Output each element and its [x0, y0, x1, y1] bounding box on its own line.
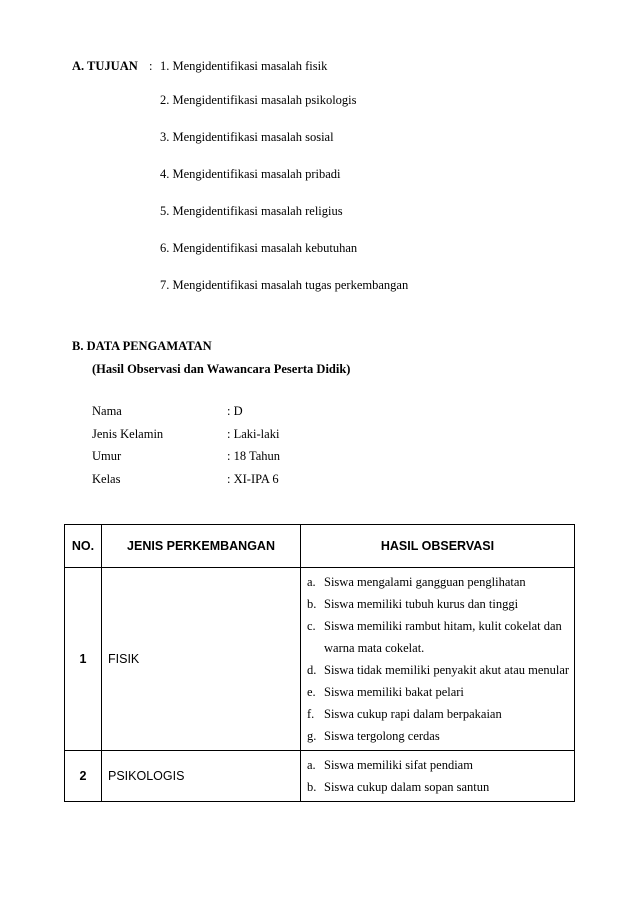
list-item — [307, 725, 574, 747]
section-a-heading: A. TUJUAN — [72, 59, 138, 73]
item-text: Siswa tergolong cerdas — [324, 729, 440, 743]
list-item — [307, 593, 574, 615]
item-marker: d. — [307, 663, 317, 677]
item-text: Siswa cukup dalam sopan santun — [324, 780, 490, 794]
item-marker: a. — [307, 575, 316, 589]
observation-list — [301, 751, 574, 801]
section-b-heading: B. DATA PENGAMATAN — [72, 339, 212, 353]
row-number: 2 — [65, 751, 102, 802]
item-text: Siswa mengalami gangguan penglihatan — [324, 575, 526, 589]
objective-item: 2. Mengidentifikasi masalah psikologis — [160, 93, 357, 107]
field-value-jenis-kelamin: : Laki-laki — [227, 427, 280, 441]
row-jenis: PSIKOLOGIS — [102, 751, 301, 802]
observation-list — [301, 568, 574, 750]
item-marker: e. — [307, 685, 316, 699]
list-item — [307, 754, 574, 776]
item-text: Siswa tidak memiliki penyakit akut atau menular — [324, 663, 570, 677]
objective-item: 3. Mengidentifikasi masalah sosial — [160, 130, 334, 144]
field-value-kelas: : XI-IPA 6 — [227, 472, 279, 486]
list-item — [307, 681, 574, 703]
table-row — [65, 568, 575, 751]
table-header-row — [65, 525, 575, 568]
item-marker: b. — [307, 780, 317, 794]
field-label-umur: Umur — [92, 449, 122, 463]
section-a-separator: : — [149, 59, 153, 73]
item-marker: f. — [307, 707, 315, 721]
observation-table — [64, 524, 575, 802]
row-number: 1 — [65, 568, 102, 751]
objective-item: 1. Mengidentifikasi masalah fisik — [160, 59, 328, 73]
item-marker: a. — [307, 758, 316, 772]
section-b-subheading: (Hasil Observasi dan Wawancara Peserta Didik) — [92, 362, 351, 376]
header-jenis-perkembangan: JENIS PERKEMBANGAN — [102, 525, 301, 568]
item-marker: g. — [307, 729, 317, 743]
field-label-nama: Nama — [92, 404, 122, 418]
item-text: Siswa memiliki sifat pendiam — [324, 758, 473, 772]
item-marker: b. — [307, 597, 317, 611]
list-item — [307, 615, 574, 659]
row-jenis: FISIK — [102, 568, 301, 751]
objective-item: 4. Mengidentifikasi masalah pribadi — [160, 167, 341, 181]
item-text: Siswa cukup rapi dalam berpakaian — [324, 707, 502, 721]
field-label-kelas: Kelas — [92, 472, 121, 486]
list-item — [307, 776, 574, 798]
row-hasil — [301, 751, 575, 802]
table-row — [65, 751, 575, 802]
item-text: Siswa memiliki bakat pelari — [324, 685, 464, 699]
objective-item: 6. Mengidentifikasi masalah kebutuhan — [160, 241, 358, 255]
row-hasil — [301, 568, 575, 751]
header-no: NO. — [65, 525, 102, 568]
field-value-umur: : 18 Tahun — [227, 449, 281, 463]
field-label-jenis-kelamin: Jenis Kelamin — [92, 427, 164, 441]
list-item — [307, 659, 574, 681]
item-text: Siswa memiliki tubuh kurus dan tinggi — [324, 597, 519, 611]
objective-item: 7. Mengidentifikasi masalah tugas perkembangan — [160, 278, 409, 292]
item-marker: c. — [307, 619, 316, 633]
header-hasil-observasi: HASIL OBSERVASI — [301, 525, 575, 568]
objective-item: 5. Mengidentifikasi masalah religius — [160, 204, 343, 218]
list-item — [307, 571, 574, 593]
field-value-nama: : D — [227, 404, 243, 418]
item-text: Siswa memiliki rambut hitam, kulit cokelat dan warna mata cokelat. — [324, 619, 562, 655]
list-item — [307, 703, 574, 725]
